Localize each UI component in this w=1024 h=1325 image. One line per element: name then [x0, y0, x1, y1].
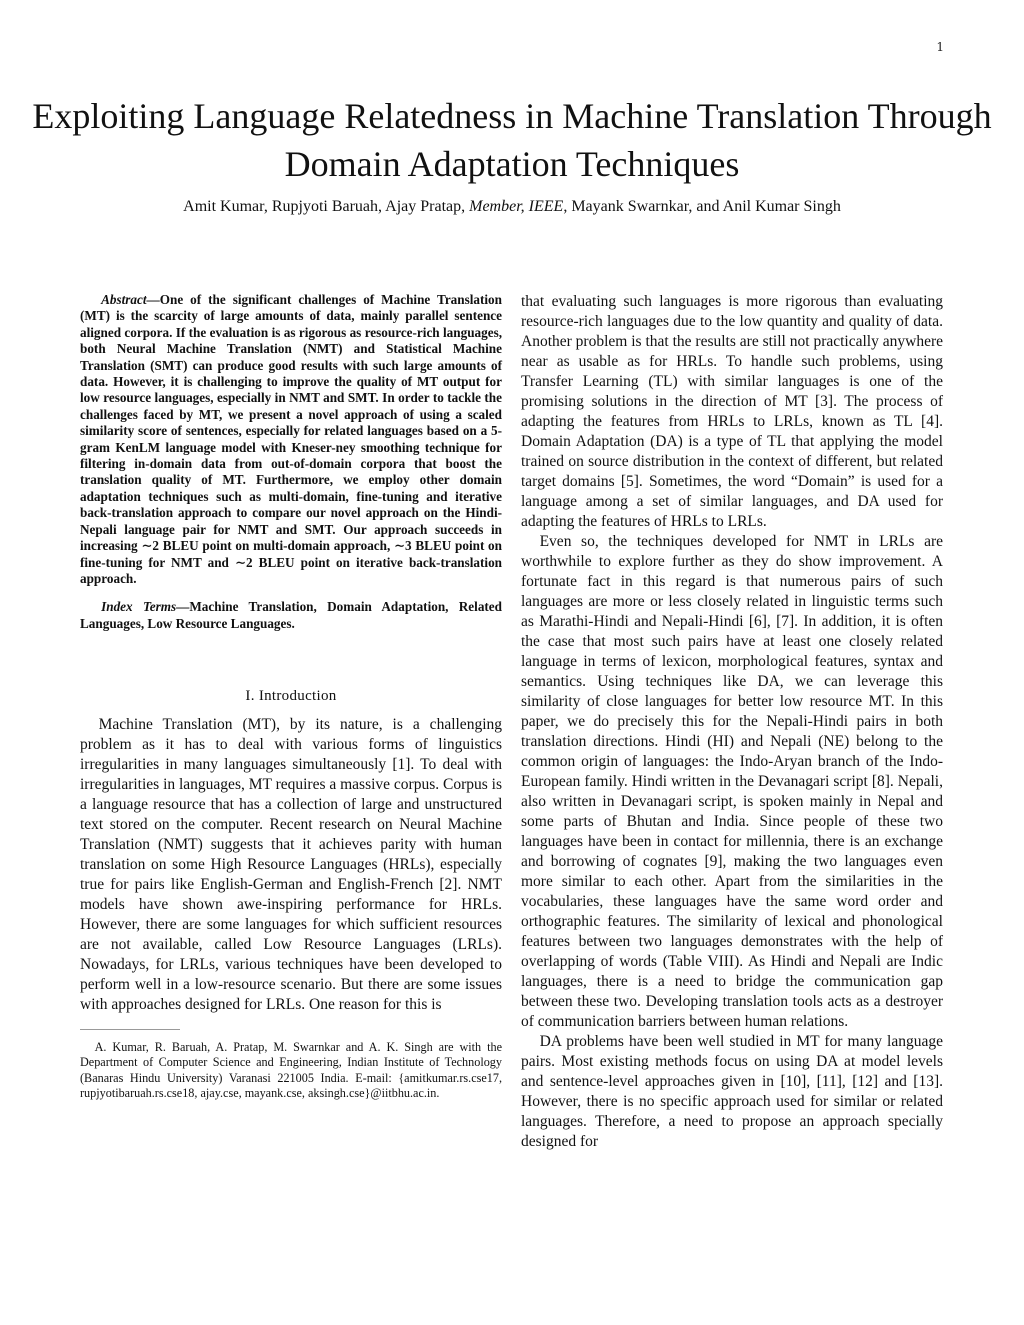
author-list [0, 198, 1024, 216]
abstract-label: Abstract [101, 292, 147, 307]
author-affiliation-footnote: A. Kumar, R. Baruah, A. Pratap, M. Swarnkar and A. K. Singh are with the Department of Computer Science and Engineering, Indian Institute of Technology (Banaras Hindu University) Varanasi 221005 India. E-mail: {amitkumar.rs.cse17, rupjyotibaruah.rs.cse18, ajay.cse, mayank.cse, aksingh.cse}@iitbhu.ac.in. [80, 1040, 502, 1100]
index-terms [80, 599, 502, 632]
section-heading-introduction: I. Introduction [245, 688, 337, 705]
authors-part-1: Amit Kumar, Rupjyoti Baruah, Ajay Pratap, [183, 198, 470, 215]
index-terms-text: —Machine Translation, Domain Adaptation, Related Languages, Low Resource Languages. [80, 599, 502, 631]
intro-paragraph-3: Even so, the techniques developed for NMT in LRLs are worthwhile to explore further as they do show improvement. A fortunate fact in this regard is that numerous pairs of such languages are more or less closely related in linguistic terms such as Marathi-Hindi and Nepali-Hindi [6], [7]. In addition, it is often the case that most such pairs have at least one closely related language in terms of lexicon, morphological features, syntax and semantics. Using techniques like DA, we can leverage this similarity of close languages for better low resource MT. In this paper, we do precisely this for the Nepali-Hindi pairs in both translation directions. Hindi (HI) and Nepali (NE) belong to the common origin of languages: the Indo-Aryan branch of the Indo-European family. Hindi written in the Devanagari script [8]. Nepali, also written in Devanagari script, is spoken mainly in Nepal and some parts of Bhutan and India. Since people of these two languages have been in contact for millennia, there is an exchange and borrowing of cognates [9], making the two languages even more similar to each other. Apart from the similarities in the vocabularies, these languages have the same word order and orthographic features. The similarity of lexical and phonological features between two languages demonstrates with the help of overlapping of words (Table VIII). As Hindi and Nepali are Indic languages, there is a need to bridge the communication gap between these two. Developing translation tools acts as a destroyer of communication barriers between human relations. [521, 533, 943, 1030]
author-role: Member, IEEE [469, 198, 564, 215]
abstract [80, 292, 502, 587]
footnote-divider [80, 1029, 180, 1030]
intro-paragraph-4: DA problems have been well studied in MT for many language pairs. Most existing methods focus on using DA at model levels and sentence-level approaches given in [10], [11], [12] and [13]. However, there is no specific approach used for similar or related languages. Therefore, a need to propose an approach specially designed for [521, 1033, 943, 1150]
authors-part-2: , Mayank Swarnkar, and Anil Kumar Singh [563, 198, 841, 215]
abstract-text: —One of the significant challenges of Machine Translation (MT) is the scarcity of large amounts of data, mainly parallel sentence aligned corpora. If the evaluation is as rigorous as resource-rich languages, both Neural Machine Translation (NMT) and Statistical Machine Translation (SMT) can produce good results with such large amounts of data. However, it is challenging to improve the quality of MT output for low resource languages, especially in NMT and SMT. In order to tackle the challenges faced by MT, we present a novel approach of using a scaled similarity score of sentences, especially for related languages based on a 5-gram KenLM language model with Kneser-ney smoothing technique for filtering in-domain data from out-of-domain corpora that boost the translation quality of MT. Furthermore, we employ other domain adaptation techniques such as multi-domain, fine-tuning and iterative back-translation approach to compare our novel approach on the Hindi-Nepali language pair for NMT and SMT. Our approach succeeds in increasing ∼2 BLEU point on multi-domain approach, ∼3 BLEU point on fine-tuning for NMT and ∼2 BLEU point on iterative back-translation approach. [80, 292, 502, 586]
paper-title: Exploiting Language Relatedness in Machine Translation Through Domain Adaptation Techniques [32, 96, 992, 184]
right-column [521, 292, 943, 1152]
page-number: 1 [936, 40, 944, 54]
index-terms-label: Index Terms [101, 599, 177, 615]
left-column [80, 292, 502, 1101]
intro-paragraph-1: Machine Translation (MT), by its nature, is a challenging problem as it has to deal with various forms of linguistics irregularities in many languages simultaneously [1]. To deal with irregularities in languages, MT requires a massive corpus. Corpus is a language resource that has a collection of large and unstructured text stored on the computer. Recent research on Neural Machine Translation (NMT) suggests that it achieves parity with human translation on some High Resource Languages (HRLs), especially true for pairs like English-German and English-French [2]. NMT models have shown awe-inspiring performance for HRLs. However, there are some languages for which sufficient resources are not available, called Low Resource Languages (LRLs). Nowadays, for LRLs, various techniques have been developed to perform well in a low-resource scenario. But there are some issues with approaches designed for LRLs. One reason for this is [80, 716, 502, 1014]
intro-paragraph-2: that evaluating such languages is more rigorous than evaluating resource-rich languages due to the low quantity and quality of data. Another problem is that the results are still not practically anywhere near as usable as for HRLs. To handle such problems, using Transfer Learning (TL) with similar languages is one of the promising solutions in the direction of MT [3]. The process of adapting the features from HRLs to LRLs, known as TL [4]. Domain Adaptation (DA) is a type of TL that applying the model trained on source distribution in the context of different, but related target domains [5]. Sometimes, the word “Domain” is used for a language among a set of similar languages, and DA used for adapting the features of HRLs to LRLs. [521, 293, 943, 530]
